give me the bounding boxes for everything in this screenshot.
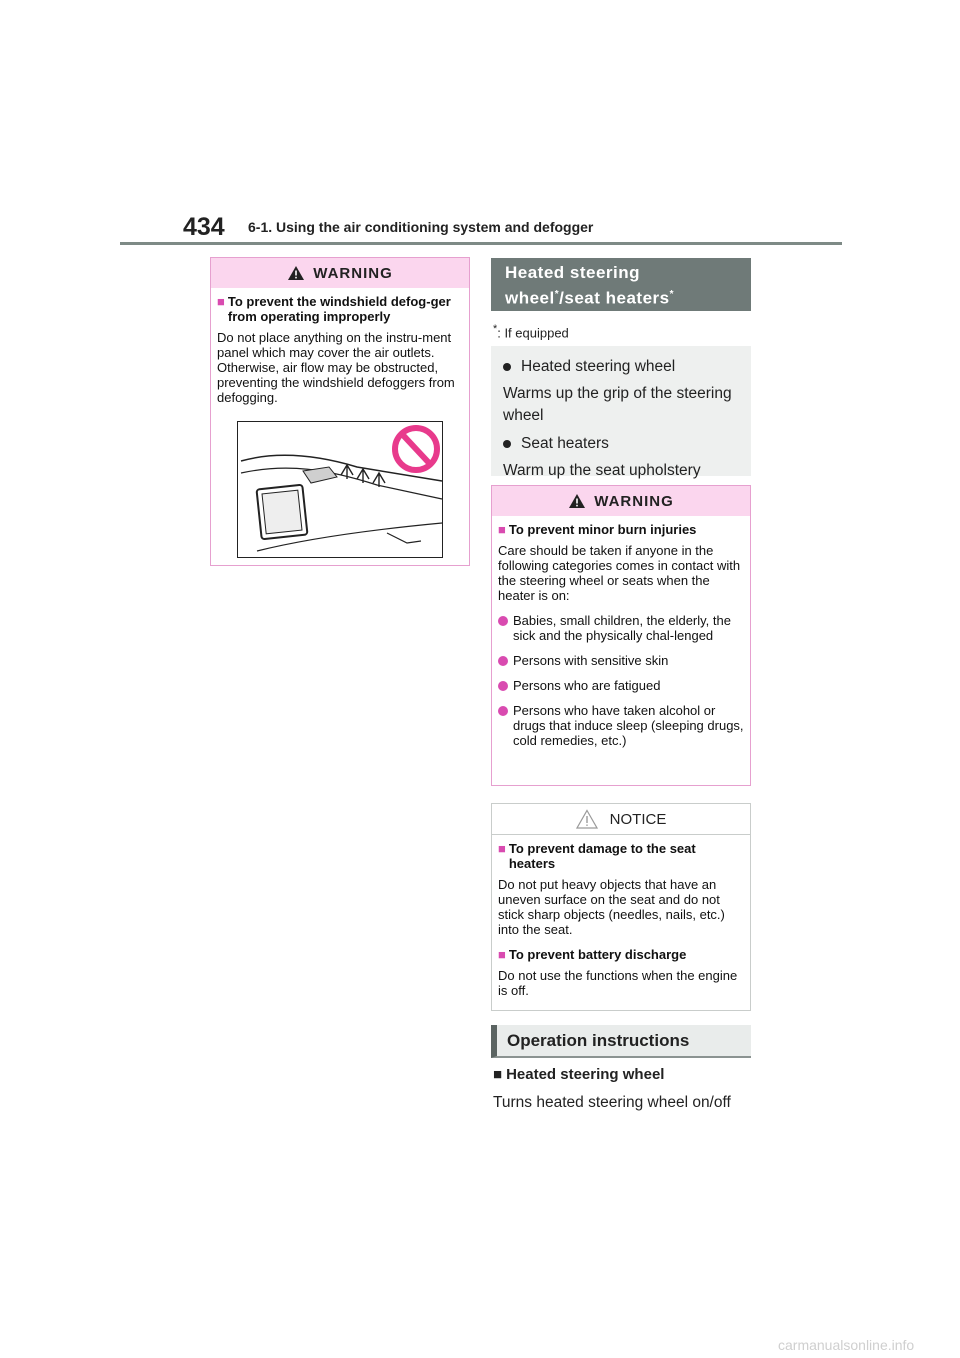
heated-title-part1: Heated steering wheel — [505, 263, 641, 308]
page-number: 434 — [183, 213, 225, 241]
watermark: carmanualsonline.info — [778, 1337, 915, 1353]
feature-desc: Warm up the seat upholstery — [503, 462, 701, 479]
warning-header — [211, 258, 469, 288]
notice-item-text: Do not use the functions when the engine is off. — [498, 968, 738, 998]
feature-item — [503, 433, 739, 455]
heated-title-star-2: * — [669, 289, 675, 300]
section-title: 6-1. Using the air conditioning system and defogger — [248, 219, 594, 235]
dot-bullet-icon — [498, 706, 508, 716]
warning-bullet-text: Persons who have taken alcohol or drugs that induce sleep (sleeping drugs, cold remedies, etc.) — [513, 703, 744, 748]
operation-subheading-text: Heated steering wheel — [506, 1066, 665, 1083]
notice-item-text: Do not put heavy objects that have an uneven surface on the seat and do not stick sharp objects (needles, nails, etc.) into the seat. — [498, 877, 725, 937]
warning-item-text: Care should be taken if anyone in the following categories comes in contact with the steering wheel or seats when the heater is on: — [498, 543, 741, 603]
notice-item-title: To prevent damage to the seat heaters — [508, 841, 696, 871]
warning-bullet — [498, 653, 744, 668]
bullet-icon — [503, 363, 511, 371]
square-bullet-icon: ■ — [498, 947, 506, 962]
warning-box-defogger — [210, 257, 470, 566]
warning-label: WARNING — [594, 492, 674, 510]
warning-header — [492, 486, 750, 516]
square-bullet-icon: ■ — [217, 294, 225, 309]
feature-desc: Warms up the grip of the steering wheel — [503, 385, 732, 424]
warning-bullet — [498, 678, 744, 693]
warning-item-title: To prevent the windshield defog-ger from operating improperly — [227, 294, 451, 324]
dashboard-illustration — [237, 421, 443, 558]
footnote-text: : If equipped — [497, 325, 569, 341]
dot-bullet-icon — [498, 656, 508, 666]
operation-text: Turns heated steering wheel on/off — [493, 1094, 731, 1111]
operation-subheading — [493, 1066, 664, 1083]
square-bullet-icon: ■ — [493, 1066, 503, 1083]
warning-bullet-text: Babies, small children, the elderly, the sick and the physically chal-lenged — [513, 613, 731, 643]
feature-name: Heated steering wheel — [521, 358, 676, 375]
notice-box — [491, 803, 751, 1011]
square-bullet-icon: ■ — [498, 522, 506, 537]
feature-box — [491, 346, 751, 479]
warning-bullet — [498, 703, 744, 748]
heated-section-header — [491, 258, 751, 311]
warning-item-text: Do not place anything on the instru-ment panel which may cover the air outlets. Otherwise, air flow may be obstructed, preventing the windshield defoggers from defogging. — [217, 330, 455, 405]
warning-label: WARNING — [313, 264, 393, 282]
heated-title-star: * — [554, 289, 560, 300]
warning-item-title: To prevent minor burn injuries — [508, 522, 697, 537]
notice-item-title: To prevent battery discharge — [508, 947, 687, 962]
square-bullet-icon: ■ — [498, 841, 506, 856]
warning-triangle-icon — [568, 493, 586, 509]
bullet-icon — [503, 440, 511, 448]
footnote-star: * — [493, 323, 498, 335]
warning-bullet-text: Persons who are fatigued — [513, 678, 661, 693]
header-rule — [120, 242, 842, 245]
notice-label: NOTICE — [609, 810, 667, 828]
footnote — [493, 323, 569, 340]
warning-box-burns — [491, 485, 751, 786]
feature-name: Seat heaters — [521, 435, 609, 452]
warning-triangle-icon — [287, 265, 305, 281]
dot-bullet-icon — [498, 681, 508, 691]
dot-bullet-icon — [498, 616, 508, 626]
warning-bullet — [498, 613, 744, 643]
heated-title-part2: /seat heaters — [559, 288, 670, 308]
caution-triangle-icon — [576, 809, 598, 829]
warning-bullet-text: Persons with sensitive skin — [513, 653, 669, 668]
operation-header: Operation instructions — [491, 1025, 751, 1058]
feature-item — [503, 356, 739, 378]
notice-header — [492, 804, 750, 835]
